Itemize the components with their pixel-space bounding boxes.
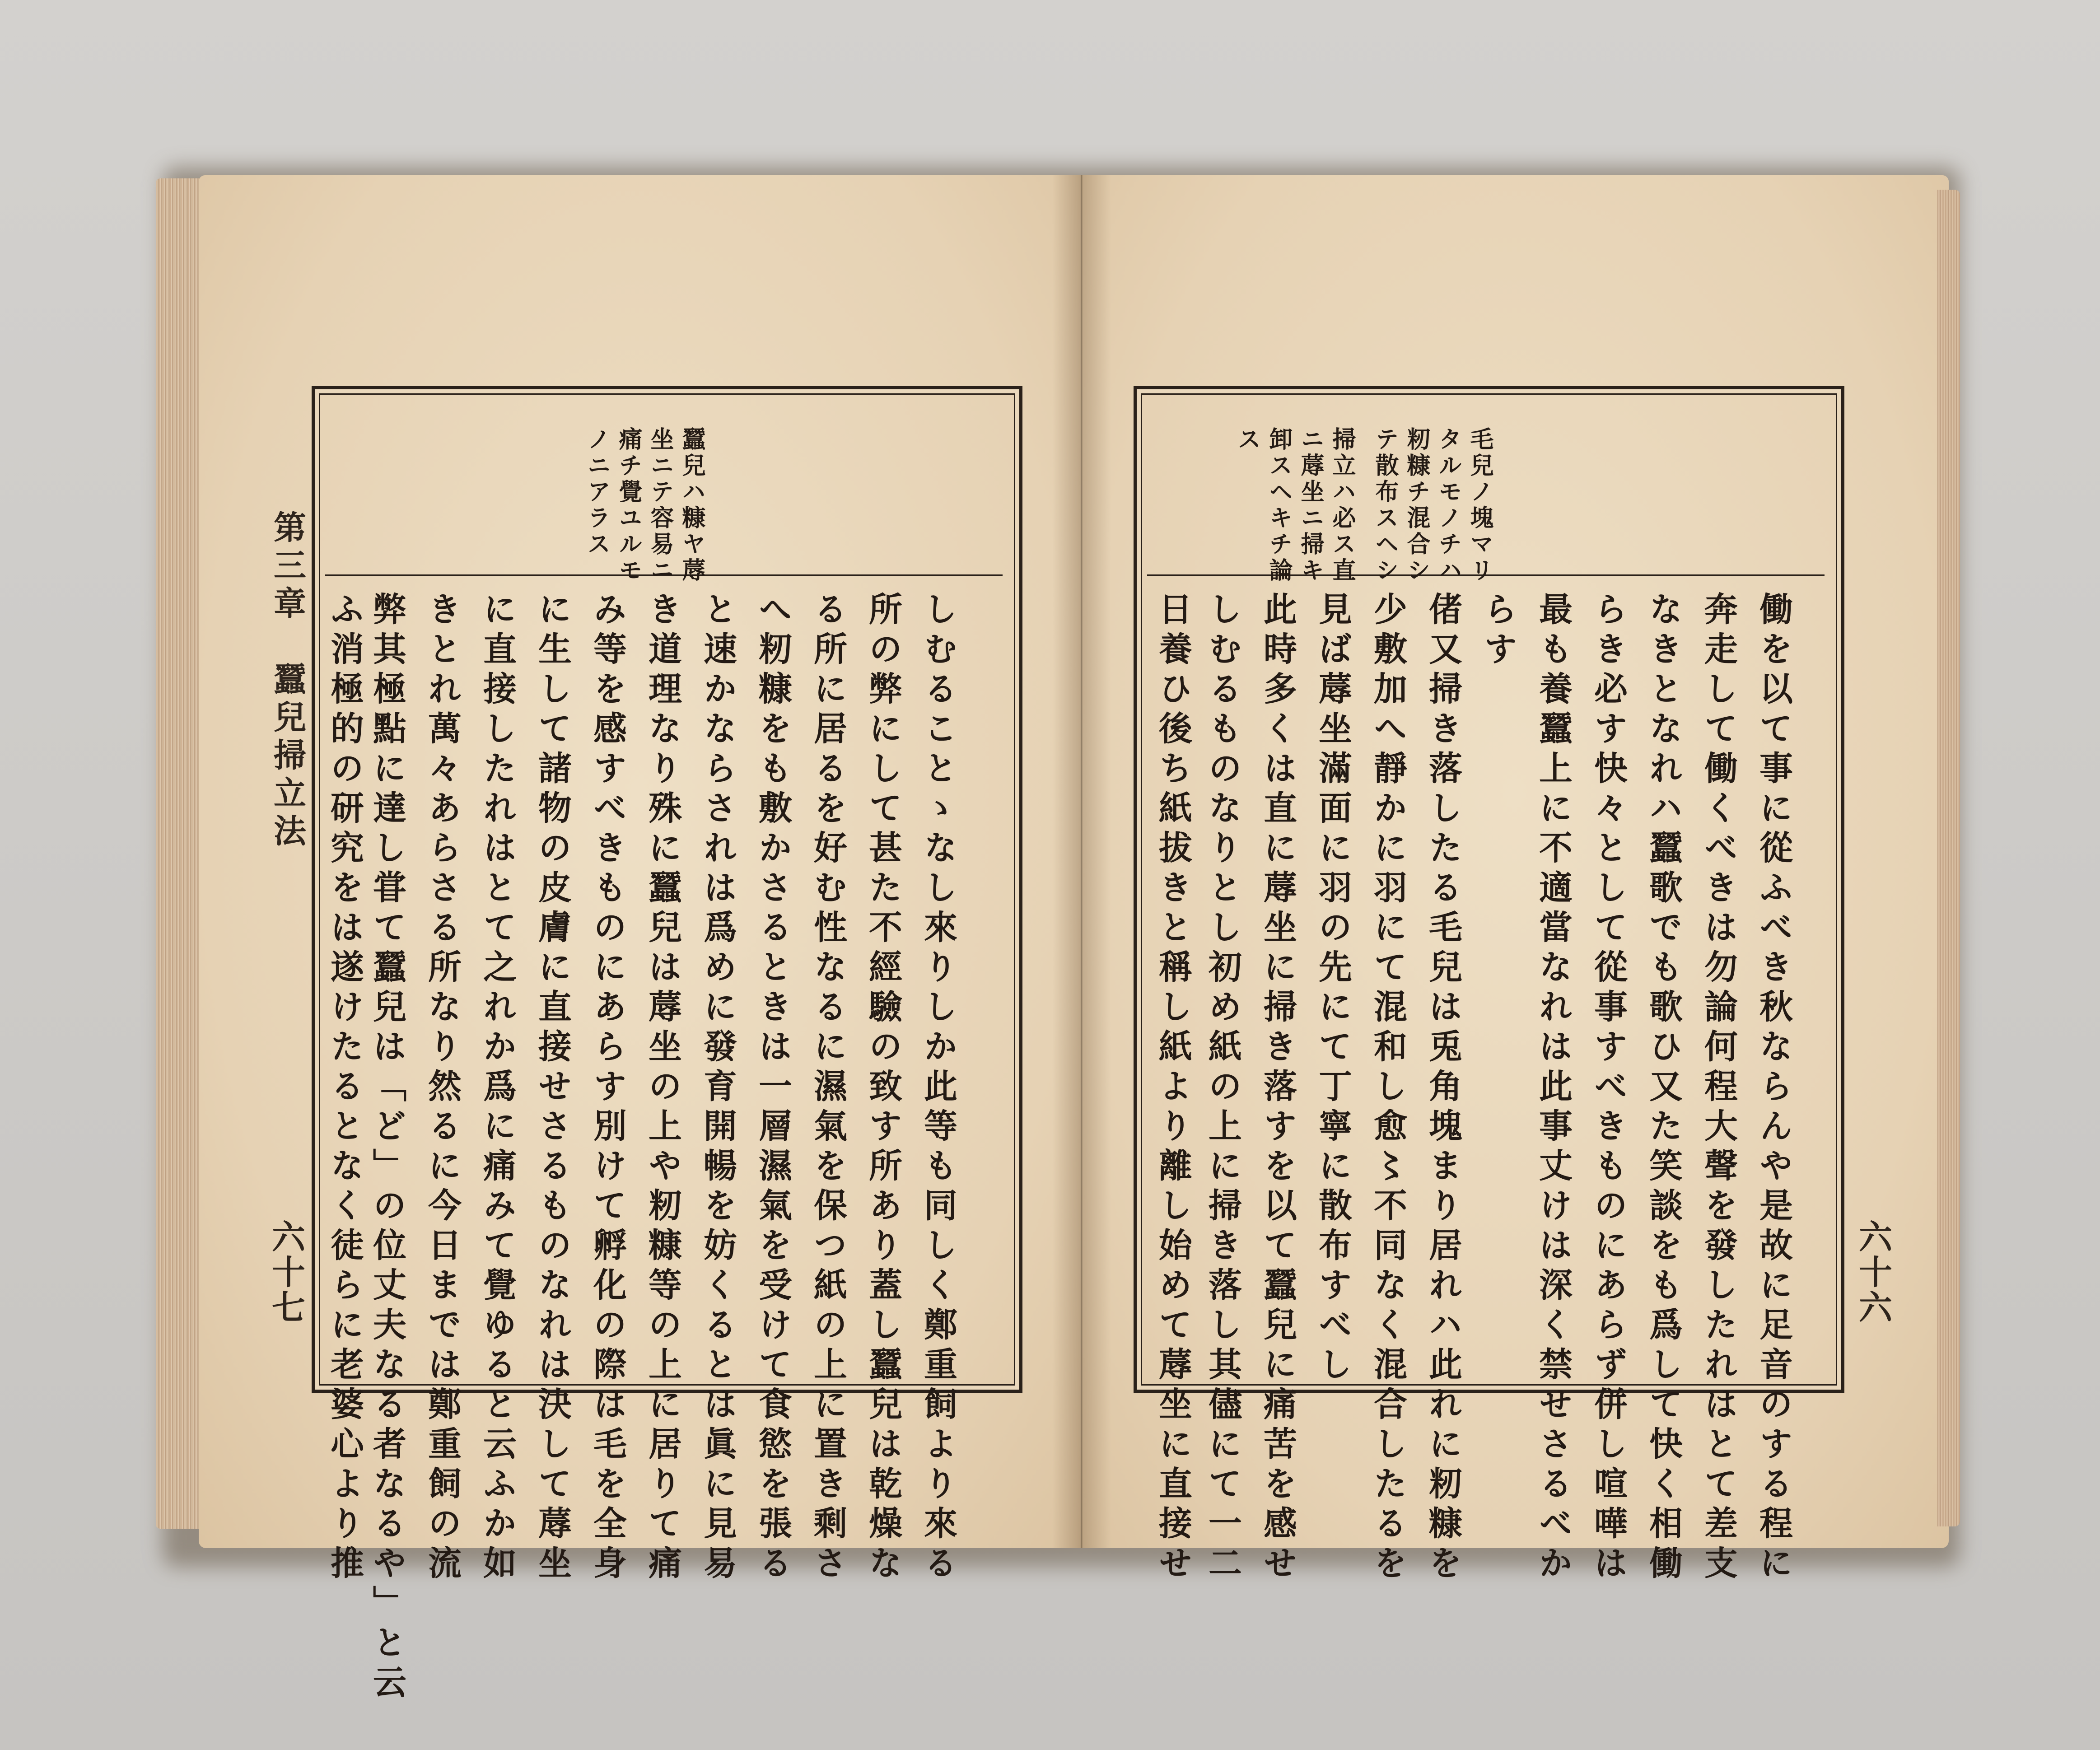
book-gutter: [1052, 175, 1111, 1548]
text-column: 偖又掃き落したる毛兒は兎角塊まり居れハ此れに籾糠を: [1423, 592, 1462, 1585]
text-column: に直接したれはとて之れか爲に痛みて覺ゆると云ふか如: [478, 592, 517, 1585]
text-column: きとれ萬々あらさる所なり然るに今日までは鄭重飼の流: [423, 592, 462, 1585]
headnote-line: 坐ニテ容易ニ: [646, 427, 674, 584]
page-number-right: 六十六: [1853, 1219, 1892, 1325]
right-page-stack-edge: [1937, 190, 1960, 1526]
text-column: ふ消極的の研究をは遂けたるとなく徒らに老婆心より推: [325, 592, 364, 1585]
text-column: なきとなれハ蠶歌でも歌ひ又た笑談をも爲して快く相働: [1644, 592, 1683, 1585]
headnote-line: 掃立ハ必ス直: [1328, 427, 1356, 584]
text-column: み等を感すべきものにあらす別けて孵化の際は毛を全身: [588, 592, 627, 1585]
text-column: 見ば蓐坐滿面に羽の先にて丁寧に散布すべし: [1313, 592, 1352, 1386]
text-column: 此時多くは直に蓐坐に掃き落すを以て蠶兒に痛苦を感せ: [1258, 592, 1297, 1585]
text-column: 最も養蠶上に不適當なれは此事丈けは深く禁せさるべか: [1534, 592, 1573, 1585]
text-column: らき必す快々として從事すべきものにあらず併し喧嘩は: [1589, 592, 1628, 1585]
headnote-line: 蠶兒ハ糠ヤ蓐: [678, 427, 705, 584]
headnote-line: ノニアラス: [583, 427, 611, 558]
text-column: らす: [1479, 592, 1517, 671]
text-column: 少敷加へ靜かに羽にて混和し愈〻不同なく混合したるを: [1368, 592, 1407, 1585]
headnote-line: テ散布スヘシ: [1371, 427, 1399, 584]
headnote-line: タルモノチハ: [1434, 427, 1462, 584]
headnote-line: 毛兒ノ塊マリ: [1466, 427, 1493, 584]
text-column: と速かならされは爲めに發育開暢を妨くるとは眞に見易: [698, 592, 737, 1585]
headnote-line: ス: [1233, 427, 1261, 453]
text-column: る所に居るを好む性なるに濕氣を保つ紙の上に置き剩さ: [808, 592, 847, 1585]
headnote-line: 卸スヘキチ論: [1265, 427, 1293, 584]
text-column: 所の弊にして甚た不經驗の致す所あり蓋し蠶兒は乾燥な: [863, 592, 902, 1585]
text-column: 弊其極點に達し甞て蠶兒は「ど」の位丈夫なる者なるや」と云: [368, 592, 406, 1704]
text-column: へ籾糠をも敷かさるときは一層濕氣を受けて食慾を張る: [753, 592, 792, 1585]
running-head: 第三章 蠶兒掃立法: [268, 510, 307, 852]
text-column: 日養ひ後ち紙拔きと稱し紙より離し始めて蓐坐に直接せ: [1153, 592, 1192, 1585]
text-column: き道理なり殊に蠶兒は蓐坐の上や籾糠等の上に居りて痛: [643, 592, 682, 1585]
text-column: 奔走して働くべきは勿論何程大聲を發したれはとて差支: [1699, 592, 1738, 1585]
headnote-line: 籾糠チ混合シ: [1403, 427, 1430, 584]
text-column: に生して諸物の皮膚に直接せさるものなれは決して蓐坐: [533, 592, 572, 1585]
headnote-line: ニ蓐坐ニ掃キ: [1297, 427, 1324, 584]
text-column: しむることゝなし來りしか此等も同しく鄭重飼より來る: [919, 592, 957, 1585]
text-column: しむるものなりとし初め紙の上に掃き落し其儘にて一二: [1203, 592, 1242, 1585]
headnote-line: 痛チ覺ユルモ: [615, 427, 642, 584]
page-number-left: 六十七: [266, 1219, 305, 1325]
text-column: 働を以て事に從ふべき秋ならんや是故に足音のする程に: [1754, 592, 1793, 1585]
